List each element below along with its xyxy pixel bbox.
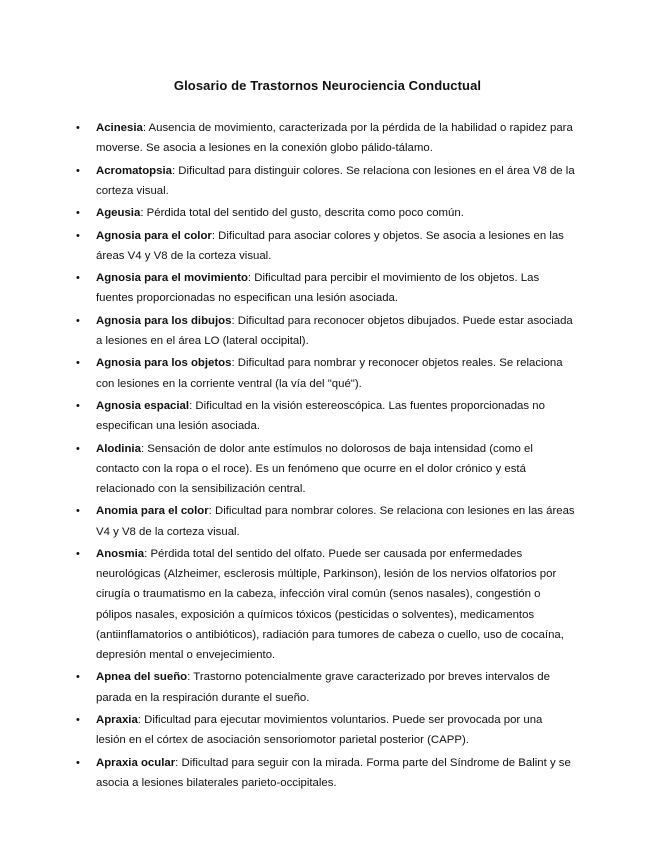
glossary-entry-agnosia-objetos bbox=[0, 353, 655, 393]
bullet-icon: • bbox=[76, 272, 80, 285]
glossary-entry-agnosia-movimiento bbox=[0, 268, 655, 308]
entry-term: Agnosia para el color bbox=[96, 229, 212, 242]
entry-definition: : Pérdida total del sentido del olfato. Puede ser causada por enfermedades neurológicas (Alzheimer, esclerosis múltiple, Parkinson), lesión de los nervios olfatorios por cirugía o traumatismo en la cabeza, infección viral común (senos nasales), congestión o pólipos nasales, exposición a químicos tóxicos (pesticidas o solventes), medicamentos (antiinflamatorios o antibióticos), radiación para tumores de cabeza o cuello, uso de cocaína, depresión mental o envejecimiento. bbox=[96, 547, 564, 661]
entry-definition: : Dificultad para reconocer objetos dibujados. Puede estar asociada a lesiones en el área LO (lateral occipital). bbox=[96, 314, 573, 347]
glossary-entry-acinesia bbox=[0, 118, 655, 158]
bullet-icon: • bbox=[76, 122, 80, 134]
glossary-entry-anosmia bbox=[0, 544, 655, 665]
glossary-list bbox=[0, 118, 655, 795]
bullet-icon: • bbox=[76, 547, 80, 560]
entry-term: Apnea del sueño bbox=[96, 671, 188, 684]
glossary-entry-alodinia bbox=[0, 439, 655, 500]
bullet-icon: • bbox=[76, 314, 80, 327]
glossary-entry-agnosia-dibujos bbox=[0, 311, 655, 351]
glossary-entry-ageusia bbox=[0, 203, 655, 223]
entry-definition: : Dificultad para nombrar y reconocer objetos reales. Se relaciona con lesiones en la corriente ventral (la vía del "qué"). bbox=[96, 357, 563, 390]
entry-definition: : Dificultad para nombrar colores. Se relaciona con lesiones en las áreas V4 y V8 de la corteza visual. bbox=[96, 505, 575, 538]
glossary-entry-agnosia-color bbox=[0, 226, 655, 266]
entry-term: Agnosia espacial bbox=[96, 399, 190, 412]
entry-term: Apraxia ocular bbox=[96, 756, 176, 769]
bullet-icon: • bbox=[76, 399, 80, 412]
entry-term: Agnosia para los dibujos bbox=[96, 314, 232, 327]
bullet-icon: • bbox=[76, 207, 80, 220]
bullet-icon: • bbox=[76, 164, 80, 177]
entry-term: Agnosia para los objetos bbox=[96, 357, 232, 370]
entry-definition: : Trastorno potencialmente grave caracterizado por breves intervalos de parada en la respiración durante el sueño. bbox=[96, 671, 550, 704]
glossary-entry-apraxia bbox=[0, 710, 655, 750]
entry-definition: : Dificultad para distinguir colores. Se relaciona con lesiones en el área V8 de la corteza visual. bbox=[96, 164, 575, 197]
entry-definition: : Dificultad para ejecutar movimientos voluntarios. Puede ser provocada por una lesión en el córtex de asociación sensoriomotor parietal posterior (CAPP). bbox=[96, 713, 543, 747]
entry-definition: : Dificultad para seguir con la mirada. Forma parte del Síndrome de Balint y se asocia a lesiones bilaterales parieto-occipitales. bbox=[96, 756, 571, 789]
bullet-icon: • bbox=[76, 713, 80, 726]
glossary-entry-anomia-color bbox=[0, 501, 655, 541]
glossary-entry-acromatopsia bbox=[0, 161, 655, 201]
glossary-entry-apnea-sueno bbox=[0, 667, 655, 707]
entry-definition: : Ausencia de movimiento, caracterizada por la pérdida de la habilidad o rapidez para moverse. Se asocia a lesiones en la conexión globo pálido-tálamo. bbox=[96, 122, 573, 155]
entry-definition: : Dificultad para percibir el movimiento de los objetos. Las fuentes proporcionadas no especifican una lesión asociada. bbox=[96, 272, 540, 305]
entry-term: Acromatopsia bbox=[96, 164, 172, 177]
glossary-entry-agnosia-espacial bbox=[0, 396, 655, 436]
bullet-icon: • bbox=[76, 229, 80, 242]
entry-term: Apraxia bbox=[96, 713, 138, 726]
entry-term: Anosmia bbox=[96, 547, 145, 560]
entry-term: Agnosia para el movimiento bbox=[96, 272, 248, 285]
entry-term: Acinesia bbox=[96, 122, 143, 134]
bullet-icon: • bbox=[76, 756, 80, 769]
entry-definition: : Pérdida total del sentido del gusto, descrita como poco común. bbox=[140, 207, 464, 220]
entry-definition: : Dificultad para asociar colores y objetos. Se asocia a lesiones en las áreas V4 y V8 de la corteza visual. bbox=[96, 229, 564, 262]
entry-term: Ageusia bbox=[96, 207, 141, 220]
entry-term: Alodinia bbox=[96, 442, 141, 455]
bullet-icon: • bbox=[76, 357, 80, 370]
bullet-icon: • bbox=[76, 671, 80, 684]
entry-definition: : Dificultad en la visión estereoscópica. Las fuentes proporcionadas no especifican una lesión asociada. bbox=[96, 399, 545, 433]
bullet-icon: • bbox=[76, 442, 80, 455]
bullet-icon: • bbox=[76, 505, 80, 518]
document-title: Glosario de Trastornos Neurociencia Conductual bbox=[173, 78, 482, 93]
glossary-entry-apraxia-ocular bbox=[0, 753, 655, 793]
entry-definition: : Sensación de dolor ante estímulos no dolorosos de baja intensidad (como el contacto con la ropa o el roce). Es un fenómeno que ocurre en el dolor crónico y está relacionado con la sensibilización central. bbox=[96, 442, 533, 495]
entry-term: Anomia para el color bbox=[96, 505, 209, 518]
